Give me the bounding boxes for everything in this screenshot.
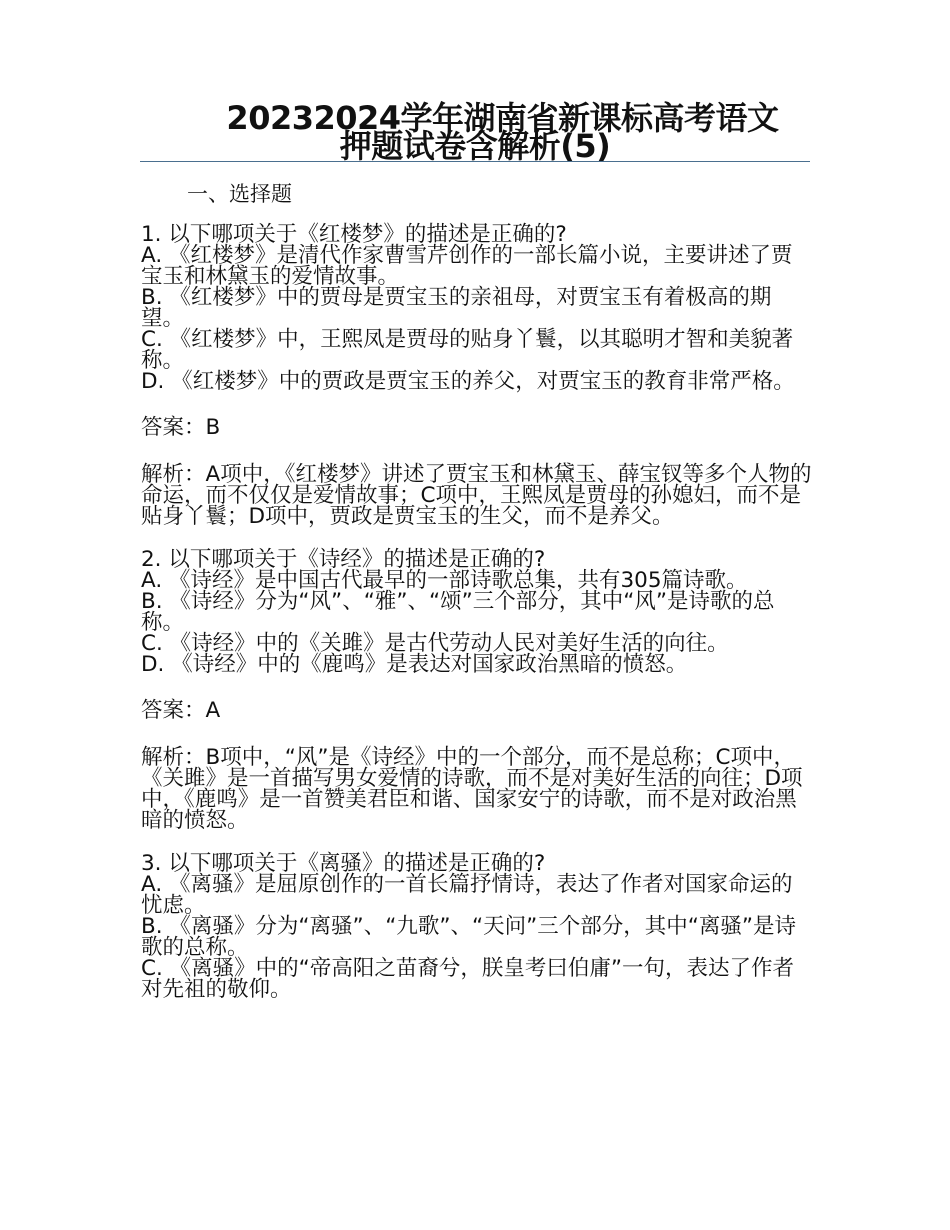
question-text: 2. 以下哪项关于《诗经》的描述是正确的? <box>141 547 546 572</box>
questions-content <box>141 224 813 1000</box>
option-b: B. 《诗经》分为“风”、“雅”、“颂”三个部分，其中“风”是诗歌的总称。 <box>141 589 775 635</box>
question-block-2 <box>141 549 813 831</box>
analysis-text: 解析：B项中，“风”是《诗经》中的一个部分，而不是总称；C项中，《关雎》是一首描写男女爱情的诗歌，而不是对美好生活的向往；D项中，《鹿鸣》是一首赞美君臣和谐、国家安宁的诗歌，而不是对政治黑暗的愤怒。 <box>141 745 803 833</box>
answer-text: 答案：B <box>141 415 221 440</box>
answer-text: 答案：A <box>141 698 221 723</box>
option-d: D. 《红楼梦》中的贾政是贾宝玉的养父，对贾宝玉的教育非常严格。 <box>141 369 795 394</box>
option-a: A. 《离骚》是屈原创作的一首长篇抒情诗，表达了作者对国家命运的忧虑。 <box>141 872 793 918</box>
document-title <box>140 99 810 165</box>
title-line-2: 押题试卷含解析(5) <box>339 127 611 165</box>
option-b: B. 《红楼梦》中的贾母是贾宝玉的亲祖母，对贾宝玉有着极高的期望。 <box>141 285 772 331</box>
option-b: B. 《离骚》分为“离骚”、“九歌”、“天问”三个部分，其中“离骚”是诗歌的总称。 <box>141 914 797 960</box>
title-line-1: 20232024学年湖南省新课标高考语文 <box>226 99 779 137</box>
option-a: A. 《红楼梦》是清代作家曹雪芹创作的一部长篇小说，主要讲述了贾宝玉和林黛玉的爱情故事。 <box>141 243 793 289</box>
question-text: 3. 以下哪项关于《离骚》的描述是正确的? <box>141 851 546 876</box>
option-c: C. 《离骚》中的“帝高阳之苗裔兮，朕皇考曰伯庸”一句，表达了作者对先祖的敬仰。 <box>141 956 794 1002</box>
option-c: C. 《诗经》中的《关雎》是古代劳动人民对美好生活的向往。 <box>141 631 729 656</box>
option-c: C. 《红楼梦》中，王熙凤是贾母的贴身丫鬟，以其聪明才智和美貌著称。 <box>141 327 794 373</box>
question-block-3 <box>141 853 813 1000</box>
title-underline <box>140 161 810 162</box>
question-block-1 <box>141 224 813 527</box>
question-text: 1. 以下哪项关于《红楼梦》的描述是正确的? <box>141 222 567 247</box>
analysis-text: 解析：A项中，《红楼梦》讲述了贾宝玉和林黛玉、薛宝钗等多个人物的命运，而不仅仅是爱情故事；C项中，王熙凤是贾母的孙媳妇，而不是贴身丫鬟；D项中，贾政是贾宝玉的生父，而不是养父。 <box>141 462 812 529</box>
option-d: D. 《诗经》中的《鹿鸣》是表达对国家政治黑暗的愤怒。 <box>141 652 688 677</box>
section-heading: 一、选择题 <box>187 182 292 206</box>
option-a: A. 《诗经》是中国古代最早的一部诗歌总集，共有305篇诗歌。 <box>141 568 748 593</box>
